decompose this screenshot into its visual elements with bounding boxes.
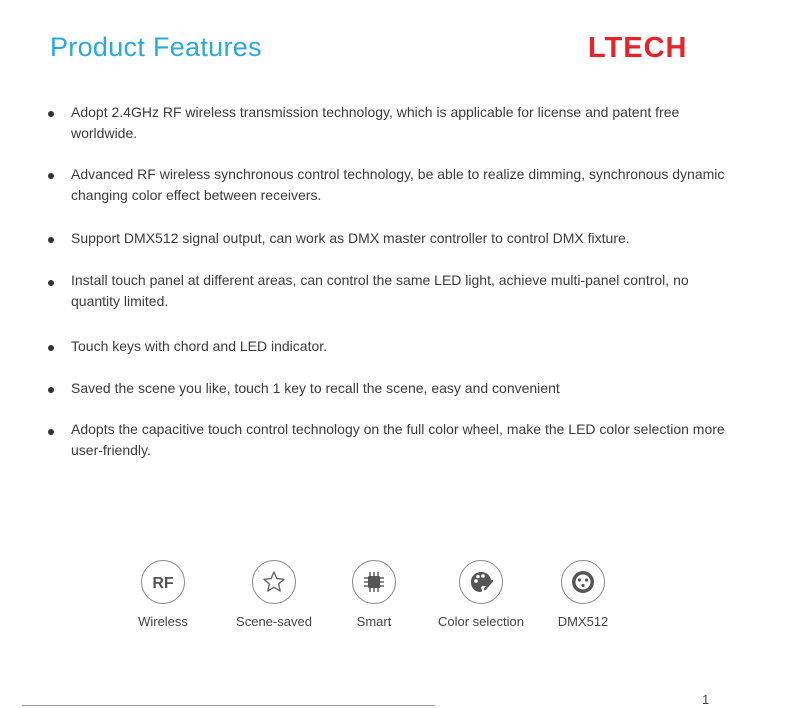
bullet-icon [48,345,54,351]
footer-divider [22,705,435,706]
feature-icon-wireless [108,560,218,629]
feature-icon-color-selection [426,560,536,629]
svg-text:LTECH: LTECH [588,32,688,64]
svg-text:RF: RF [152,575,174,592]
icon-label: Smart [356,614,392,629]
page-number: 1 [702,692,710,707]
bullet-icon [48,280,54,286]
feature-icon-scene-saved [219,560,329,629]
feature-item: Support DMX512 signal output, can work as DMX master controller to control DMX fixture. [71,230,630,246]
rf-icon [141,560,185,604]
feature-item: Adopts the capacitive touch control technology on the full color wheel, make the LED color selection more user-friendly. [71,421,725,458]
star-icon [252,560,296,604]
palette-icon [459,560,503,604]
icon-label: Color selection [438,614,524,629]
icon-label: DMX512 [557,614,609,629]
icon-label: Scene-saved [236,614,312,629]
bullet-icon [48,237,54,243]
bullet-icon [48,111,54,117]
feature-icon-smart [319,560,429,629]
bullet-icon [48,173,54,179]
feature-item: Adopt 2.4GHz RF wireless transmission technology, which is applicable for license and patent free worldwide. [71,104,680,141]
feature-icon-dmx512 [528,560,638,629]
dmx-connector-icon [561,560,605,604]
feature-item: Touch keys with chord and LED indicator. [71,338,328,354]
bullet-icon [48,387,54,393]
chip-icon [352,560,396,604]
bullet-icon [48,429,54,435]
feature-item: Install touch panel at different areas, can control the same LED light, achieve multi-panel control, no quantity limited. [71,272,689,309]
icon-label: Wireless [138,614,188,629]
feature-item: Saved the scene you like, touch 1 key to recall the scene, easy and convenient [71,380,560,396]
page-title: Product Features [50,32,262,62]
feature-item: Advanced RF wireless synchronous control technology, be able to realize dimming, synchronous dynamic changing color effect between receivers. [71,166,725,203]
